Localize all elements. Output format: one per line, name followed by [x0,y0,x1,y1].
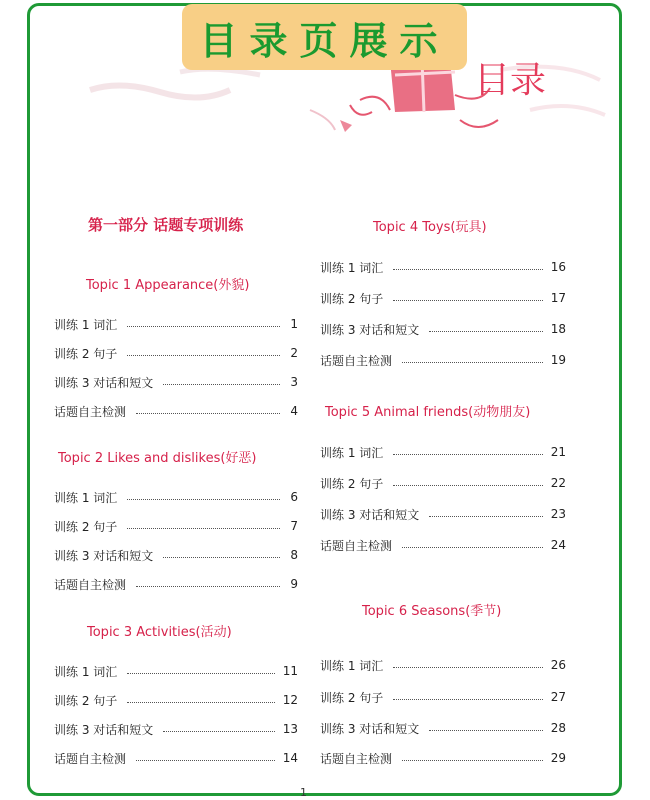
part-title: 第一部分 话题专项训练 [88,216,244,234]
entry-page: 3 [290,375,298,389]
entry-label: 训练 3 对话和短文 [320,507,420,522]
entry-label: 训练 1 词汇 [320,658,384,673]
toc-entry[interactable] [320,505,566,523]
toc-entry[interactable] [54,575,298,593]
toc-entry[interactable] [320,258,566,276]
entry-page: 18 [550,322,566,336]
entry-label: 训练 2 句子 [320,690,384,705]
toc-entry[interactable] [320,474,566,492]
entry-label: 训练 1 词汇 [54,664,118,679]
entry-page: 6 [290,490,298,504]
toc-entry[interactable] [54,373,298,391]
entry-page: 26 [550,658,566,672]
toc-entry[interactable] [320,536,566,554]
entry-label: 训练 3 对话和短文 [54,548,154,563]
entry-page: 2 [290,346,298,360]
entry-page: 27 [550,690,566,704]
leader-dots [429,516,542,517]
toc-title: 目录 [474,60,547,101]
entry-label: 训练 2 句子 [320,476,384,491]
leader-dots [393,269,542,270]
entry-label: 话题自主检测 [320,751,393,766]
toc-entry[interactable] [54,315,298,333]
toc-entry[interactable] [320,289,566,307]
entry-page: 21 [550,445,566,459]
leader-dots [429,331,542,332]
toc-entry[interactable] [54,488,298,506]
topic-6-title: Topic 6 Seasons(季节) [362,604,502,619]
topic-2-title: Topic 2 Likes and dislikes(好恶) [58,451,257,466]
toc-entry[interactable] [54,517,298,535]
entry-page: 4 [290,404,298,418]
entry-page: 12 [282,693,298,707]
entry-page: 11 [282,664,298,678]
leader-dots [136,586,280,587]
toc-entry[interactable] [320,443,566,461]
toc-entry[interactable] [54,402,298,420]
entry-label: 训练 3 对话和短文 [54,375,154,390]
entry-page: 8 [290,548,298,562]
entry-label: 话题自主检测 [320,538,393,553]
toc-entry[interactable] [320,688,566,706]
entry-label: 训练 3 对话和短文 [320,721,420,736]
leader-dots [127,673,274,674]
leader-dots [393,699,542,700]
entry-page: 22 [550,476,566,490]
entry-label: 训练 3 对话和短文 [320,322,420,337]
leader-dots [163,384,280,385]
entry-page: 29 [550,751,566,765]
entry-label: 话题自主检测 [320,353,393,368]
entry-page: 23 [550,507,566,521]
toc-entry[interactable] [320,351,566,369]
entry-label: 话题自主检测 [54,577,127,592]
banner-title: 目录页展示 [182,4,467,70]
topic-1-title: Topic 1 Appearance(外貌) [86,278,250,293]
toc-entry[interactable] [54,720,298,738]
page-number: 1 [300,786,307,799]
toc-entry[interactable] [320,320,566,338]
leader-dots [402,547,543,548]
leader-dots [127,355,280,356]
toc-entry[interactable] [320,719,566,737]
topic-3-title: Topic 3 Activities(活动) [87,625,232,640]
leader-dots [163,557,280,558]
entry-label: 训练 1 词汇 [54,490,118,505]
entry-label: 话题自主检测 [54,751,127,766]
toc-entry[interactable] [320,749,566,767]
entry-label: 训练 2 句子 [54,346,118,361]
entry-label: 训练 2 句子 [320,291,384,306]
leader-dots [136,413,280,414]
entry-label: 训练 3 对话和短文 [54,722,154,737]
toc-entry[interactable] [54,691,298,709]
leader-dots [127,528,280,529]
entry-page: 19 [550,353,566,367]
entry-page: 13 [282,722,298,736]
entry-label: 训练 1 词汇 [54,317,118,332]
entry-label: 训练 2 句子 [54,519,118,534]
entry-page: 16 [550,260,566,274]
leader-dots [393,667,542,668]
leader-dots [429,730,542,731]
entry-label: 训练 1 词汇 [320,445,384,460]
toc-entry[interactable] [54,662,298,680]
entry-page: 9 [290,577,298,591]
entry-label: 训练 2 句子 [54,693,118,708]
leader-dots [127,499,280,500]
toc-entry[interactable] [320,656,566,674]
leader-dots [402,362,543,363]
leader-dots [136,760,275,761]
leader-dots [127,702,274,703]
entry-label: 话题自主检测 [54,404,127,419]
leader-dots [402,760,543,761]
topic-5-title: Topic 5 Animal friends(动物朋友) [325,405,531,420]
entry-page: 14 [282,751,298,765]
toc-entry[interactable] [54,546,298,564]
entry-label: 训练 1 词汇 [320,260,384,275]
leader-dots [393,485,542,486]
topic-4-title: Topic 4 Toys(玩具) [373,220,487,235]
entry-page: 17 [550,291,566,305]
leader-dots [393,300,542,301]
entry-page: 1 [290,317,298,331]
leader-dots [393,454,542,455]
entry-page: 24 [550,538,566,552]
toc-entry[interactable] [54,749,298,767]
leader-dots [163,731,274,732]
entry-page: 7 [290,519,298,533]
leader-dots [127,326,280,327]
toc-entry[interactable] [54,344,298,362]
entry-page: 28 [550,721,566,735]
